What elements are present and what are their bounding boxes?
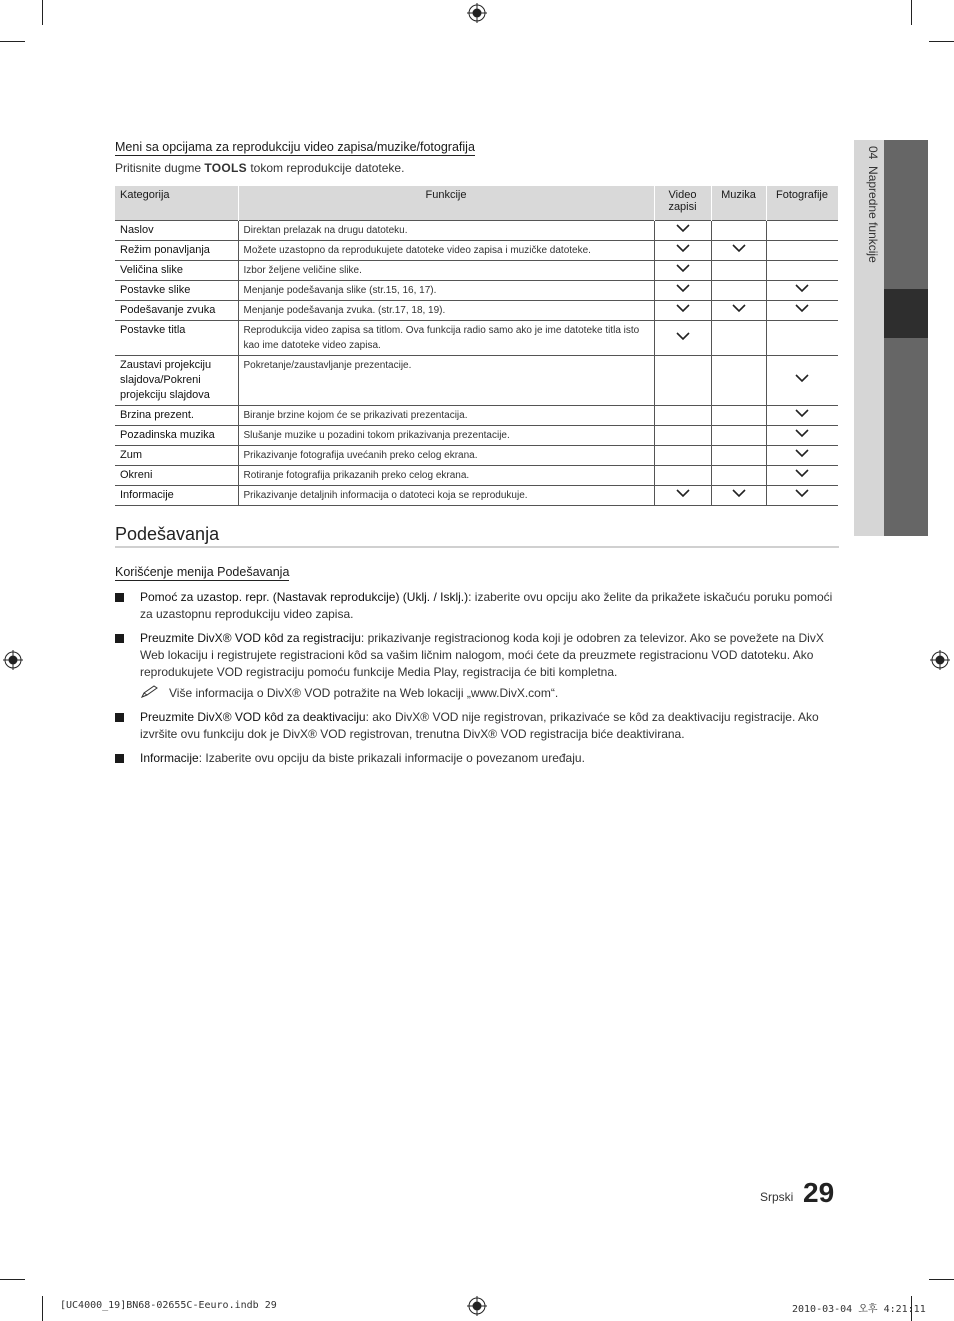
check-chevron-icon	[675, 223, 691, 233]
hint-after: tokom reprodukcije datoteke.	[247, 161, 405, 175]
header-function: Funkcije	[238, 186, 654, 221]
header-photo: Fotografije	[766, 186, 838, 221]
row-photo-check	[766, 301, 838, 321]
row-video-check	[654, 281, 711, 301]
print-slug-right: 2010-03-04 오후 4:21:11	[792, 1304, 926, 1315]
row-music-check	[711, 466, 766, 486]
item-text: : Izaberite ovu opciju da biste prikazali informacije o povezanom uređaju.	[198, 751, 585, 765]
row-video-check	[654, 356, 711, 406]
row-music-check	[711, 321, 766, 356]
item-term: Informacije	[140, 751, 199, 765]
item-text: : ako DivX® VOD nije registrovan, prikazivaće se kôd za deaktivaciju registracije. Ako izvršite ovu funkciju dok je DivX® VOD registrovan, trenutna DivX® VOD registracija biće deaktivirana.	[140, 710, 819, 741]
row-video-check	[654, 486, 711, 506]
settings-heading: Podešavanja	[115, 524, 220, 544]
row-photo-check	[766, 356, 838, 406]
settings-item	[140, 630, 840, 681]
options-table	[115, 186, 839, 506]
row-category: Veličina slike	[115, 261, 238, 281]
table-row	[115, 241, 838, 261]
row-function: Menjanje podešavanja slike (str.15, 16, 17).	[238, 281, 654, 301]
row-photo-check	[766, 426, 838, 446]
sidebar-chapter-marker	[884, 289, 928, 338]
row-music-check	[711, 356, 766, 406]
table-row	[115, 446, 838, 466]
settings-item	[140, 709, 840, 743]
row-function: Reprodukcija video zapisa sa titlom. Ova funkcija radio samo ako je ime datoteke titla isto kao ime datoteke video zapisa.	[238, 321, 654, 356]
check-chevron-icon	[794, 373, 810, 383]
row-function: Pokretanje/zaustavljanje prezentacije.	[238, 356, 654, 406]
heading-rule	[115, 546, 839, 548]
menu-title: Meni sa opcijama za reprodukciju video zapisa/muzike/fotografija	[115, 140, 475, 154]
check-chevron-icon	[675, 488, 691, 498]
registration-mark-icon	[3, 650, 23, 670]
row-video-check	[654, 221, 711, 241]
hint-key: TOOLS	[204, 161, 247, 175]
row-video-check	[654, 321, 711, 356]
print-slug-left: [UC4000_19]BN68-02655C-Eeuro.indb 29	[60, 1300, 277, 1311]
row-photo-check	[766, 281, 838, 301]
row-function: Biranje brzine kojom će se prikazivati prezentacija.	[238, 406, 654, 426]
table-body	[115, 221, 838, 506]
table-row	[115, 426, 838, 446]
row-photo-check	[766, 466, 838, 486]
row-category: Okreni	[115, 466, 238, 486]
row-category: Informacije	[115, 486, 238, 506]
row-category: Zaustavi projekciju slajdova/Pokreni projekciju slajdova	[115, 356, 238, 406]
row-music-check	[711, 406, 766, 426]
header-video: Video zapisi	[654, 186, 711, 221]
bullet-icon	[115, 632, 127, 644]
table-row	[115, 261, 838, 281]
check-chevron-icon	[794, 488, 810, 498]
header-category: Kategorija	[115, 186, 238, 221]
check-chevron-icon	[794, 448, 810, 458]
row-video-check	[654, 241, 711, 261]
crop-mark	[929, 41, 954, 42]
divx-note: Više informacija o DivX® VOD potražite na Web lokaciji „www.DivX.com“.	[169, 686, 559, 700]
registration-mark-icon	[467, 3, 487, 23]
page-number: 29	[803, 1177, 835, 1208]
bullet-icon	[115, 752, 127, 764]
check-chevron-icon	[794, 408, 810, 418]
crop-mark	[42, 0, 43, 25]
table-row	[115, 406, 838, 426]
row-category: Naslov	[115, 221, 238, 241]
sidebar-section-name: Napredne funkcije	[866, 166, 880, 263]
row-photo-check	[766, 261, 838, 281]
tools-hint	[115, 161, 404, 175]
row-music-check	[711, 446, 766, 466]
sidebar-chapter-number: 04	[866, 146, 880, 160]
registration-mark-icon	[467, 1296, 487, 1316]
row-photo-check	[766, 221, 838, 241]
note-pencil-icon	[141, 685, 159, 699]
check-chevron-icon	[675, 303, 691, 313]
row-function: Izbor željene veličine slike.	[238, 261, 654, 281]
check-chevron-icon	[794, 283, 810, 293]
row-video-check	[654, 426, 711, 446]
sidebar-tab-dark	[884, 140, 928, 536]
settings-item	[140, 589, 840, 623]
table-row	[115, 321, 838, 356]
footer-language: Srpski	[760, 1190, 794, 1204]
settings-item	[140, 750, 840, 767]
row-video-check	[654, 446, 711, 466]
table-row	[115, 221, 838, 241]
settings-subtitle: Korišćenje menija Podešavanja	[115, 565, 290, 579]
row-function: Slušanje muzike u pozadini tokom prikazivanja prezentacije.	[238, 426, 654, 446]
row-function: Direktan prelazak na drugu datoteku.	[238, 221, 654, 241]
hint-before: Pritisnite dugme	[115, 161, 205, 175]
row-category: Pozadinska muzika	[115, 426, 238, 446]
row-video-check	[654, 301, 711, 321]
check-chevron-icon	[731, 303, 747, 313]
check-chevron-icon	[675, 263, 691, 273]
row-function: Prikazivanje detaljnih informacija o datoteci koja se reprodukuje.	[238, 486, 654, 506]
check-chevron-icon	[794, 468, 810, 478]
item-text: : izaberite ovu opciju ako želite da prikažete iskačuću poruku pomoći za uzastopnu reprodukciju video zapisa.	[140, 590, 833, 621]
header-music: Muzika	[711, 186, 766, 221]
row-music-check	[711, 301, 766, 321]
row-category: Podešavanje zvuka	[115, 301, 238, 321]
item-term: Pomoć za uzastop. repr. (Nastavak reprodukcije) (Uklj. / Isklj.)	[140, 590, 469, 604]
row-video-check	[654, 406, 711, 426]
table-row	[115, 301, 838, 321]
crop-mark	[42, 1296, 43, 1321]
crop-mark	[911, 0, 912, 25]
row-video-check	[654, 466, 711, 486]
bullet-icon	[115, 711, 127, 723]
row-category: Režim ponavljanja	[115, 241, 238, 261]
check-chevron-icon	[731, 243, 747, 253]
item-term: Preuzmite DivX® VOD kôd za deaktivaciju	[140, 710, 366, 724]
item-term: Preuzmite DivX® VOD kôd za registraciju	[140, 631, 361, 645]
row-music-check	[711, 426, 766, 446]
row-photo-check	[766, 241, 838, 261]
table-row	[115, 356, 838, 406]
table-row	[115, 486, 838, 506]
table-row	[115, 281, 838, 301]
row-photo-check	[766, 486, 838, 506]
row-category: Zum	[115, 446, 238, 466]
check-chevron-icon	[675, 331, 691, 341]
crop-mark	[929, 1279, 954, 1280]
sidebar-chapter-label	[860, 146, 880, 346]
item-text: : prikazivanje registracionog koda koji je odobren za televizor. Ako se povežete na DivX Web lokaciju i registrujete registracioni kôd sa vašim ličnim nalogom, moći ćete da preuzmete registracionu VOD datoteku. Ako reprodukujete VOD registraciju pomoću funkcije Media Play, registracija će biti kompletna.	[140, 631, 824, 679]
row-music-check	[711, 261, 766, 281]
bullet-icon	[115, 591, 127, 603]
check-chevron-icon	[675, 283, 691, 293]
row-photo-check	[766, 446, 838, 466]
check-chevron-icon	[794, 428, 810, 438]
check-chevron-icon	[675, 243, 691, 253]
row-function: Prikazivanje fotografija uvećanih preko celog ekrana.	[238, 446, 654, 466]
row-music-check	[711, 241, 766, 261]
crop-mark	[0, 41, 25, 42]
row-music-check	[711, 281, 766, 301]
row-category: Brzina prezent.	[115, 406, 238, 426]
row-function: Možete uzastopno da reprodukujete datoteke video zapisa i muzičke datoteke.	[238, 241, 654, 261]
table-row	[115, 466, 838, 486]
row-photo-check	[766, 321, 838, 356]
row-category: Postavke slike	[115, 281, 238, 301]
check-chevron-icon	[794, 303, 810, 313]
row-category: Postavke titla	[115, 321, 238, 356]
row-function: Menjanje podešavanja zvuka. (str.17, 18, 19).	[238, 301, 654, 321]
row-function: Rotiranje fotografija prikazanih preko celog ekrana.	[238, 466, 654, 486]
crop-mark	[0, 1279, 25, 1280]
check-chevron-icon	[731, 488, 747, 498]
row-video-check	[654, 261, 711, 281]
row-music-check	[711, 486, 766, 506]
row-music-check	[711, 221, 766, 241]
table-header-row	[115, 186, 838, 221]
registration-mark-icon	[930, 650, 950, 670]
row-photo-check	[766, 406, 838, 426]
